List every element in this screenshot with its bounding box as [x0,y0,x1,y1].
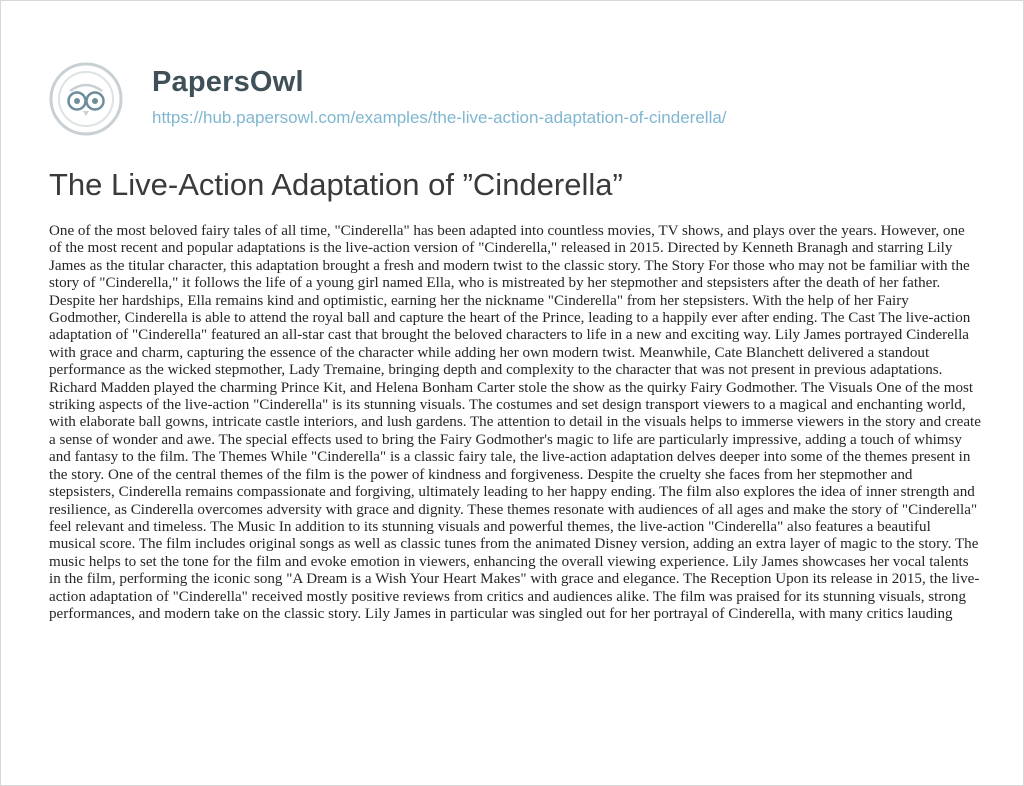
essay-body: One of the most beloved fairy tales of all time, "Cinderella" has been adapted into countless movies, TV shows, and plays over the years. However, one of the most recent and popular adaptations is the live-action version of "Cinderella," released in 2015. Directed by Kenneth Branagh and starring Lily James as the titular character, this adaptation brought a fresh and modern twist to the classic story. The Story For those who may not be familiar with the story of "Cinderella," it follows the life of a young girl named Ella, who is mistreated by her stepmother and stepsisters after the death of her father. Despite her hardships, Ella remains kind and optimistic, earning her the nickname "Cinderella" from her stepsisters. With the help of her Fairy Godmother, Cinderella is able to attend the royal ball and capture the heart of the Prince, leading to a happily ever after ending. The Cast The live-action adaptation of "Cinderella" featured an all-star cast that brought the beloved characters to life in a new and exciting way. Lily James portrayed Cinderella with grace and charm, capturing the essence of the character while adding her own modern twist. Meanwhile, Cate Blanchett delivered a standout performance as the wicked stepmother, Lady Tremaine, bringing depth and complexity to the character that was not present in previous adaptations. Richard Madden played the charming Prince Kit, and Helena Bonham Carter stole the show as the quirky Fairy Godmother. The Visuals One of the most striking aspects of the live-action "Cinderella" is its stunning visuals. The costumes and set design transport viewers to a magical and enchanting world, with elaborate ball gowns, intricate castle interiors, and lush gardens. The attention to detail in the visuals helps to immerse viewers in the story and create a sense of wonder and awe. The special effects used to bring the Fairy Godmother's magic to life are particularly impressive, adding a touch of whimsy and fantasy to the film. The Themes While "Cinderella" is a classic fairy tale, the live-action adaptation delves deeper into some of the themes present in the story. One of the central themes of the film is the power of kindness and forgiveness. Despite the cruelty she faces from her stepmother and stepsisters, Cinderella remains compassionate and forgiving, ultimately leading to her happy ending. The film also explores the idea of inner strength and resilience, as Cinderella overcomes adversity with grace and dignity. These themes resonate with audiences of all ages and make the story of "Cinderella" feel relevant and timeless. The Music In addition to its stunning visuals and powerful themes, the live-action "Cinderella" also features a beautiful musical score. The film includes original songs as well as classic tunes from the animated Disney version, adding an extra layer of magic to the story. The music helps to set the tone for the film and evoke emotion in viewers, enhancing the overall viewing experience. Lily James showcases her vocal talents in the film, performing the iconic song "A Dream is a Wish Your Heart Makes" with grace and elegance. The Reception Upon its release in 2015, the live-action adaptation of "Cinderella" received mostly positive reviews from critics and audiences alike. The film was praised for its stunning visuals, strong performances, and modern take on the classic story. Lily James in particular was singled out for her portrayal of Cinderella, with many critics lauding [49,223,981,622]
owl-logo-icon[interactable] [48,61,124,137]
brand-name[interactable]: PapersOwl [152,66,304,98]
essay-title: The Live-Action Adaptation of ”Cinderella” [49,167,623,202]
brand-block [152,65,727,129]
site-header [48,59,727,139]
source-url-link[interactable]: https://hub.papersowl.com/examples/the-live-action-adaptation-of-cinderella/ [152,108,727,127]
